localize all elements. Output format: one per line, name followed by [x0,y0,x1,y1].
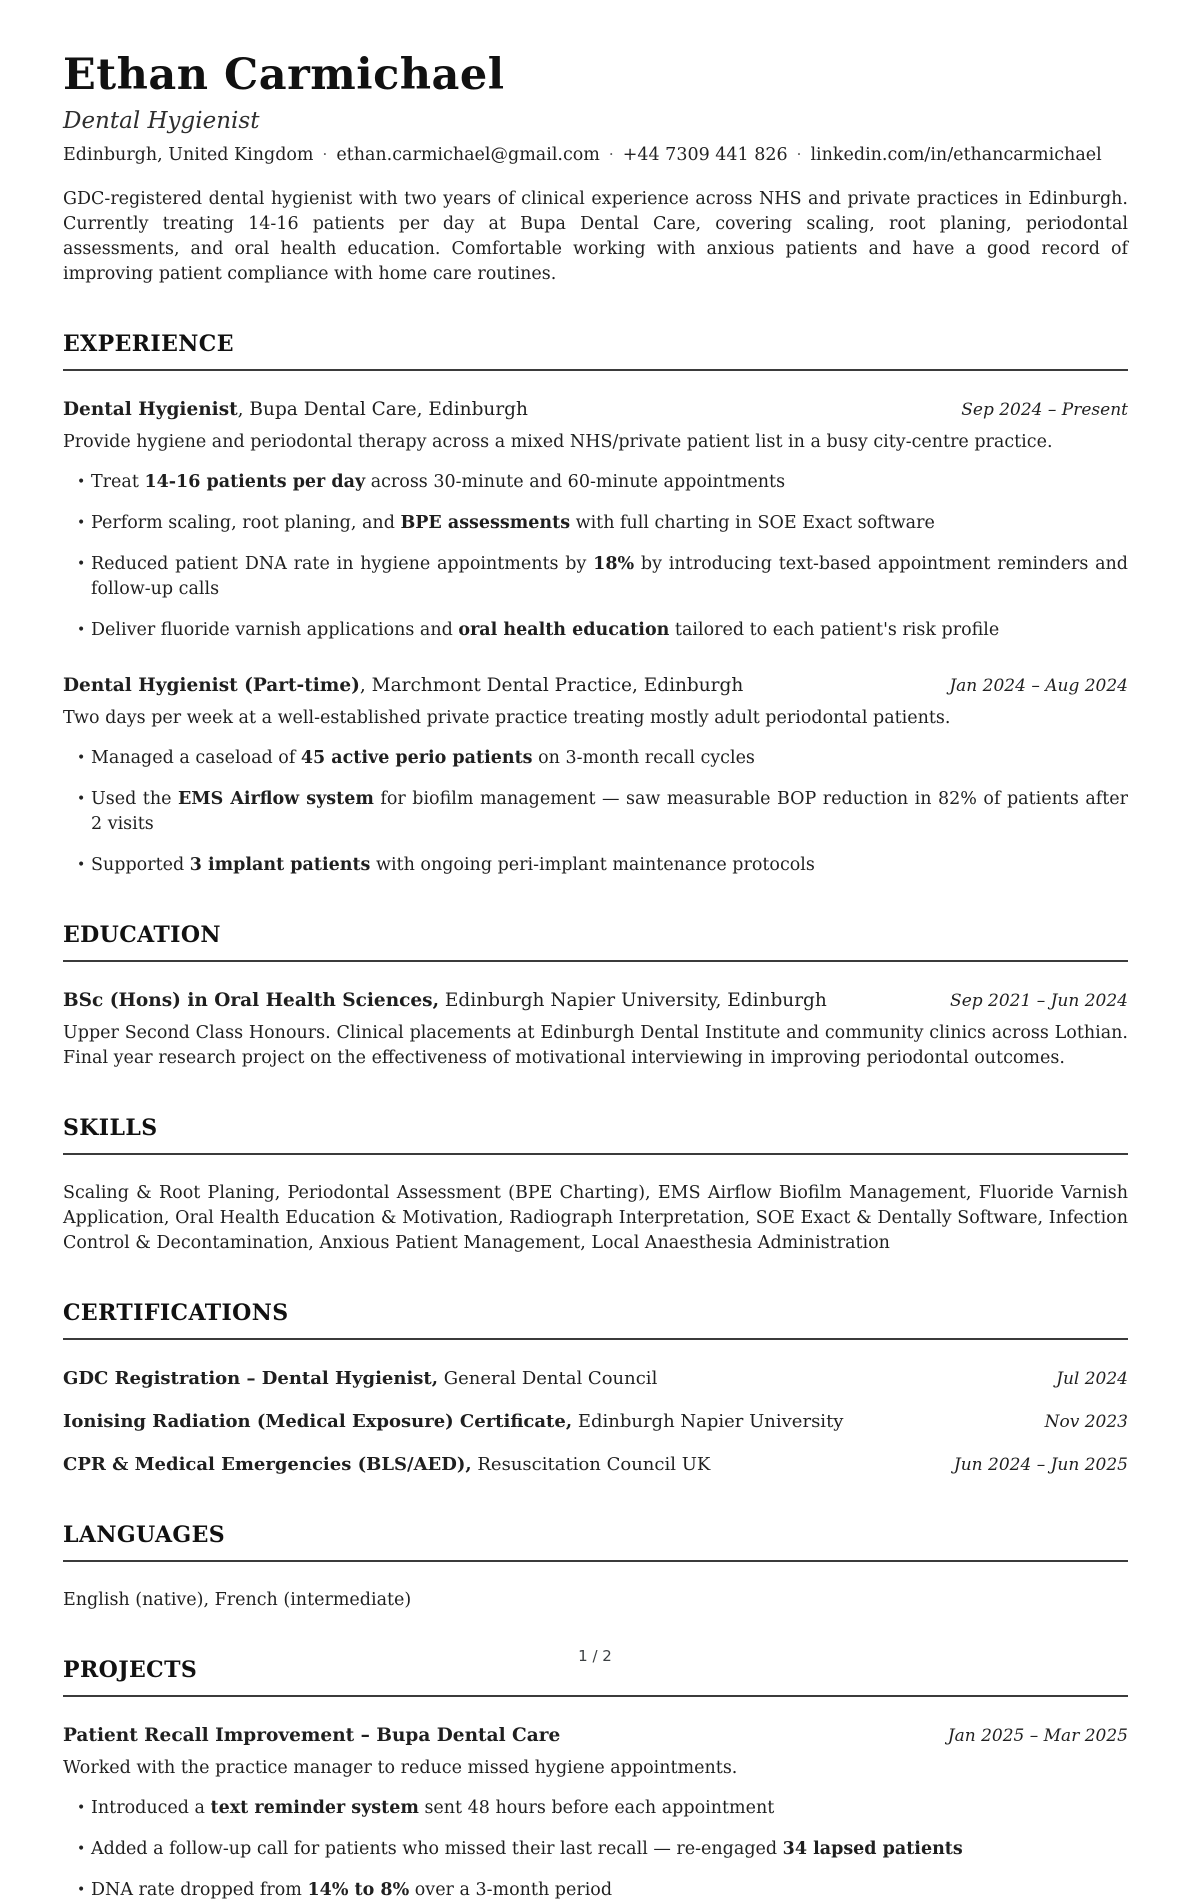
bullet-item [63,746,1128,771]
text-segment-bold: Ionising Radiation (Medical Exposure) Certificate, [63,1411,573,1433]
contact-line [63,145,1128,165]
job-bullet-list [63,746,1128,878]
entry-header [63,988,1128,1013]
text-segment-bold: 3 implant patients [189,855,371,876]
text-segment: for biofilm management — saw measurable BOP reduction in 82% of patients after 2 visits [91,789,1129,835]
bullet-item [63,1796,1128,1821]
certification-title [63,1452,710,1477]
text-segment-bold: Dental Hygienist [63,399,238,421]
bullet-item [63,1837,1128,1862]
dot-separator-icon: · [608,145,614,164]
bullet-item [63,787,1128,837]
job-title [63,397,528,422]
experience-entry [63,397,1128,643]
certification-date: Nov 2023 [1044,1412,1128,1433]
dot-separator-icon: · [796,145,802,164]
section-heading-education: EDUCATION [63,922,1128,962]
bullet-item [63,511,1128,536]
job-summary: Provide hygiene and periodontal therapy across a mixed NHS/private patient list in a busy city-centre practice. [63,432,1053,453]
job-title [63,673,743,698]
text-segment-bold: 14% to 8% [307,1880,410,1901]
entry-header [63,1723,1128,1748]
certification-title [63,1409,843,1434]
text-segment-bold: BSc (Hons) in Oral Health Sciences, [63,990,440,1012]
section-languages [63,1522,1128,1613]
page-number: 1 / 2 [578,1647,612,1665]
certification-row [63,1409,1128,1435]
degree-description: Upper Second Class Honours. Clinical placements at Edinburgh Dental Institute and community clinics across Lothian. Final year research project on the effectiveness of motivational interviewing in improving periodontal outcomes. [63,1023,1128,1069]
certification-row [63,1452,1128,1478]
contact-email-link[interactable]: ethan.carmichael@gmail.com [336,145,600,166]
text-segment-bold: 45 active perio patients [300,748,533,769]
professional-summary: GDC-registered dental hygienist with two years of clinical experience across NHS and private practices in Edinburgh. Currently treating 14-16 patients per day at Bupa Dental Care, covering scaling, root planing, periodontal assessments, and oral health education. Comfortable working with anxious patients and have a good record of improving patient compliance with home care routines. [63,189,1128,285]
degree-title [63,988,827,1013]
project-entry [63,1723,1128,1903]
bullet-item [63,552,1128,602]
section-heading-projects: PROJECTS [63,1657,1128,1697]
bullet-item [63,470,1128,495]
certification-title [63,1366,657,1391]
entry-header [63,397,1128,422]
text-segment-bold: GDC Registration – Dental Hygienist, [63,1368,438,1390]
text-segment-bold: CPR & Medical Emergencies (BLS/AED), [63,1454,472,1476]
bullet-item [63,1878,1128,1903]
text-segment: Perform scaling, root planing, and [91,513,401,534]
project-title [63,1723,560,1748]
text-segment: across 30-minute and 60-minute appointments [365,472,786,493]
text-segment: Resuscitation Council UK [471,1454,711,1476]
section-heading-experience: EXPERIENCE [63,331,1128,371]
certification-date: Jul 2024 [1056,1369,1128,1390]
text-segment: with full charting in SOE Exact software [570,513,935,534]
text-segment: on 3-month recall cycles [532,748,755,769]
text-segment: Introduced a [91,1798,211,1819]
section-certifications [63,1300,1128,1478]
text-segment-bold: BPE assessments [400,513,571,534]
candidate-name: Ethan Carmichael [63,50,505,100]
section-heading-skills: SKILLS [63,1115,1128,1155]
text-segment-bold: 14-16 patients per day [144,472,366,493]
text-segment: Edinburgh Napier University, Edinburgh [439,990,827,1012]
text-segment-bold: oral health education [458,620,670,641]
section-projects [63,1657,1128,1903]
skills-list: Scaling & Root Planing, Periodontal Assessment (BPE Charting), EMS Airflow Biofilm Management, Fluoride Varnish Application, Oral Health Education & Motivation, Radiograph Interpretation, SOE Exact & Dentally Software, Infection Control & Decontamination, Anxious Patient Management, Local Anaesthesia Administration [63,1183,1128,1254]
section-experience [63,331,1128,878]
text-segment-bold: text reminder system [210,1798,419,1819]
text-segment: Supported [91,855,190,876]
bullet-item [63,853,1128,878]
job-bullet-list [63,470,1128,643]
certification-row [63,1366,1128,1392]
job-dates: Sep 2024 – Present [961,400,1128,421]
text-segment-bold: EMS Airflow system [177,789,374,810]
section-heading-languages: LANGUAGES [63,1522,1128,1562]
text-segment-bold: Dental Hygienist (Part-time) [63,675,360,697]
degree-dates: Sep 2021 – Jun 2024 [950,991,1128,1012]
text-segment: DNA rate dropped from [91,1880,308,1901]
text-segment: General Dental Council [438,1368,658,1390]
text-segment: Edinburgh Napier University [572,1411,844,1433]
contact-location: Edinburgh, United Kingdom [63,145,314,166]
experience-entry [63,673,1128,878]
candidate-title: Dental Hygienist [63,108,260,135]
text-segment: tailored to each patient's risk profile [669,620,1000,641]
text-segment: with ongoing peri-implant maintenance protocols [370,855,815,876]
text-segment: Used the [91,789,178,810]
text-segment: Reduced patient DNA rate in hygiene appointments by [91,554,594,575]
text-segment-bold: 18% [593,554,635,575]
dot-separator-icon: · [322,145,328,164]
job-summary: Two days per week at a well-established private practice treating mostly adult periodontal patients. [63,708,951,729]
text-segment: Deliver fluoride varnish applications and [91,620,459,641]
text-segment: , Marchmont Dental Practice, Edinburgh [359,675,744,697]
project-dates: Jan 2025 – Mar 2025 [947,1726,1128,1747]
job-dates: Jan 2024 – Aug 2024 [949,676,1128,697]
text-segment-bold: 34 lapsed patients [782,1839,963,1860]
text-segment: Managed a caseload of [91,748,301,769]
certification-date: Jun 2024 – Jun 2025 [953,1455,1128,1476]
bullet-item [63,618,1128,643]
section-education [63,922,1128,1071]
contact-phone: +44 7309 441 826 [622,145,788,166]
languages-list: English (native), French (intermediate) [63,1590,412,1611]
text-segment: , Bupa Dental Care, Edinburgh [237,399,528,421]
text-segment: over a 3-month period [409,1880,613,1901]
section-skills [63,1115,1128,1256]
text-segment: Added a follow-up call for patients who missed their last recall — re-engaged [91,1839,783,1860]
text-segment-bold: Patient Recall Improvement – Bupa Dental Care [63,1725,561,1747]
project-description: Worked with the practice manager to reduce missed hygiene appointments. [63,1758,738,1779]
text-segment: Treat [91,472,145,493]
entry-header [63,673,1128,698]
text-segment: by introducing text-based appointment reminders and follow-up calls [91,554,1128,600]
project-bullet-list [63,1796,1128,1903]
education-entry [63,988,1128,1071]
contact-linkedin-link[interactable]: linkedin.com/in/ethancarmichael [810,145,1102,166]
section-heading-certifications: CERTIFICATIONS [63,1300,1128,1340]
text-segment: sent 48 hours before each appointment [418,1798,775,1819]
